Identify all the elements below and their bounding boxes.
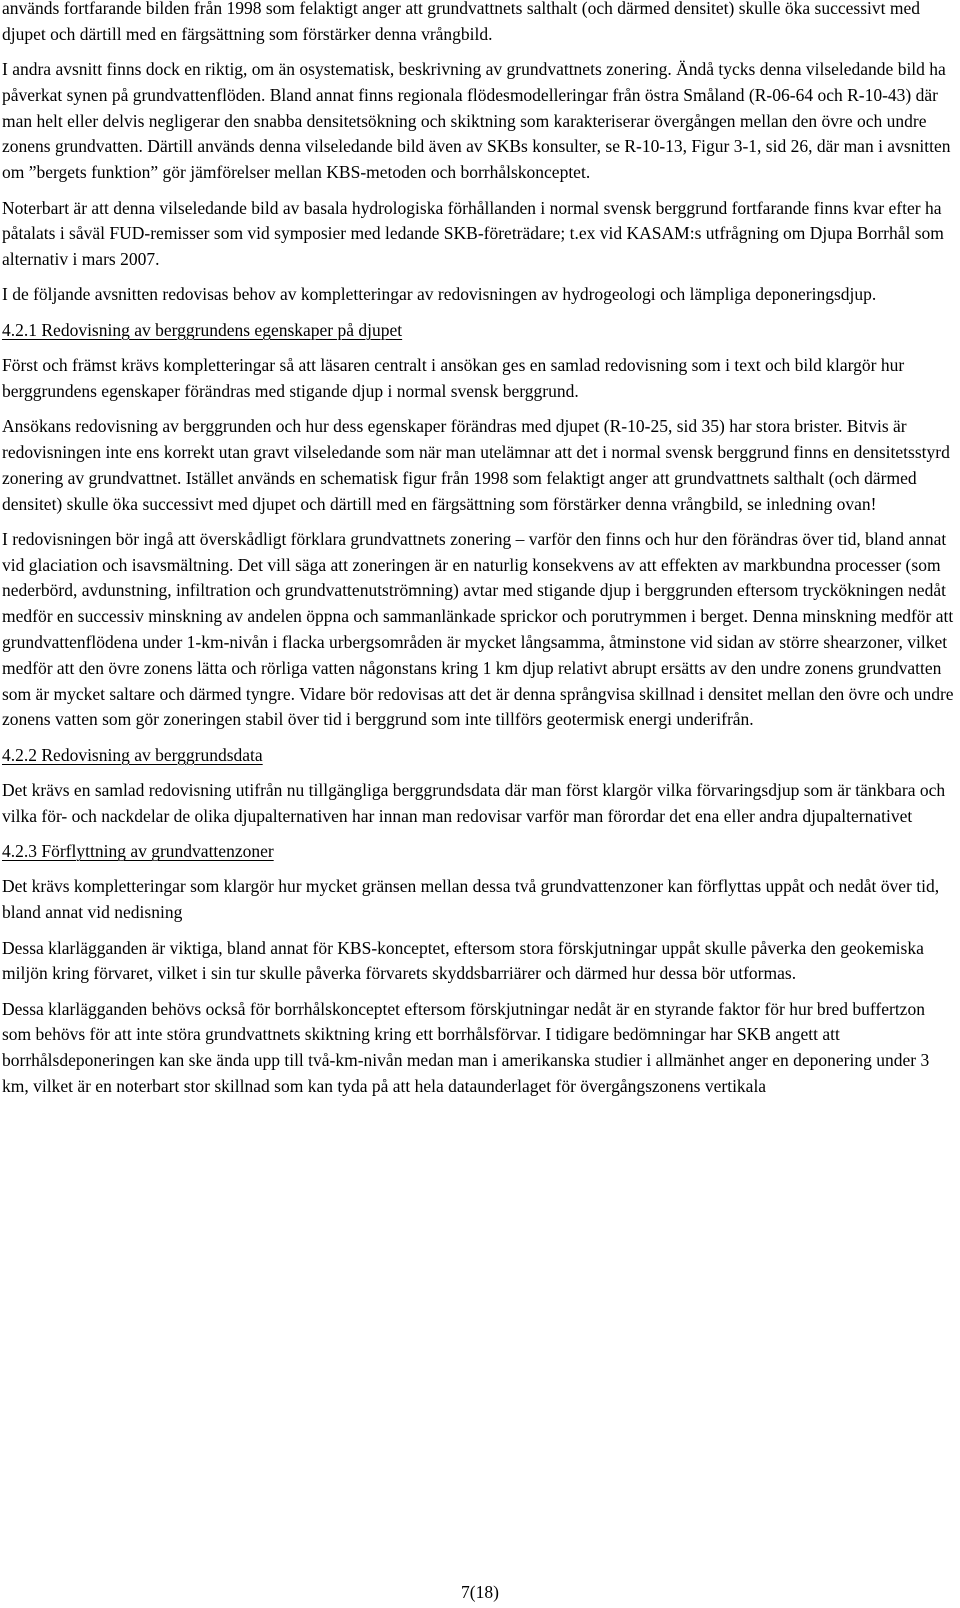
paragraph-4-2-2-first: Det krävs en samlad redovisning utifrån nu tillgängliga berggrundsdata där man först klargör vilka förvaringsdjup som är tänkbara och vilka för- och nackdelar de olika djupalternativen har innan man redovisar varför man förordar det ena eller andra djupalternativet: [2, 780, 946, 826]
paragraph-4-2-3-first: Det krävs kompletteringar som klargör hur mycket gränsen mellan dessa två grundvattenzoner kan förflyttas uppåt och nedåt över tid, bland annat vid nedisning: [2, 876, 940, 923]
paragraph-4-2-1-first: Först och främst krävs kompletteringar så att läsaren centralt i ansökan ges en samlad redovisning som i text och bild klargör hur berggrundens egenskaper förändras med stigande djup i normal svensk berggrund.: [2, 355, 905, 401]
paragraph-zonering: I andra avsnitt finns dock en riktig, om än osystematisk, beskrivning av grundvattnets zonering. Ändå tycks denna vilseledande bild ha påverkat synen på grundvattenflöden. Bland annat finns regionala flödesmodelleringar från östra Småland (R-06-64 och R-10-43) där man helt eller delvis negligerar den snabba densitetsökning och skiktning som karakteriserar övergången mellan den övre och undre zonens grundvatten. Därtill används denna vilseledande bild även av SKBs konsulter, se R-10-13, Figur 3-1, sid 26, där man i avsnitten om ”bergets funktion” gör jämförelser mellan KBS-metoden och borrhålskonceptet.: [2, 59, 951, 183]
section-heading-4-2-3: 4.2.3 Förflyttning av grundvattenzoner: [2, 841, 274, 862]
paragraph-4-2-3-third: Dessa klarlägganden behövs också för borrhålskonceptet eftersom förskjutningar nedåt är en styrande faktor för hur bred buffertzon som behövs för att inte störa grundvattnets skiktning kring ett borrhålsförvar. I tidigare bedömningar har SKB angett att borrhålsdeponeringen kan ske ända upp till två-km-nivån medan man i amerikanska studier i allmänhet anger en deponering under 3 km, vilket är en noterbart stor skillnad som kan tyda på att hela dataunderlaget för övergångszonens vertikala: [2, 998, 930, 1096]
section-heading-4-2-2: 4.2.2 Redovisning av berggrundsdata: [2, 744, 263, 765]
section-heading-4-2-1: 4.2.1 Redovisning av berggrundens egenskaper på djupet: [2, 319, 403, 340]
paragraph-noterbart: Noterbart är att denna vilseledande bild av basala hydrologiska förhållanden i normal svensk berggrund fortfarande finns kvar efter ha påtalats i såväl FUD-remisser som vid symposier med ledande SKB-företrädare; t.ex vid KASAM:s utfrågning om Djupa Borrhål som alternativ i mars 2007.: [2, 197, 944, 270]
paragraph-intro-continuation: används fortfarande bilden från 1998 som felaktigt anger att grundvattnets salthalt (och därmed densitet) skulle öka successivt med djupet och därtill med en färgsättning som förstärker denna vrångbild.: [2, 0, 920, 44]
document-body: [2, 0, 954, 1100]
page-number: 7(18): [461, 1582, 499, 1602]
paragraph-4-2-1-third: I redovisningen bör ingå att överskådligt förklara grundvattnets zonering – varför den finns och hur den förändras över tid, bland annat vid glaciation och isavsmältning. Det vill säga att zoneringen är en naturlig konsekvens av att effekten av markbundna processer (som nederbörd, avdunstning, infiltration och grundvattenutströmning) avtar med stigande djup i berggrunden eftersom tryckökningen nedåt medför en successiv minskning av andelen öppna och sammanlänkade sprickor och porutrymmen i berget. Denna minskning medför att grundvattenflödena under 1-km-nivån i flacka urbergsområden är mycket långsamma, åtminstone vid sidan av större shearzoner, vilket medför att den övre zonens lätta och rörliga vatten någonstans kring 1 km djup relativt abrupt ersätts av den undre zonens grundvatten som är mycket saltare och därmed tyngre. Vidare bör redovisas att det är denna språngvisa skillnad i densitet mellan den övre och undre zonens vatten som gör zoneringen stabil över tid i berggrund som inte tillförs geotermisk energi underifrån.: [2, 528, 954, 730]
paragraph-4-2-1-second: Ansökans redovisning av berggrunden och hur dess egenskaper förändras med djupet (R-10-25, sid 35) har stora brister. Bitvis är redovisningen inte ens korrekt utan gravt vilseledande som när man utelämnar att det i normal svensk berggrund finns en densitetsstyrd zonering av grundvattnet. Istället används en schematisk figur från 1998 som felaktigt anger att grundvattnets salthalt (och därmed densitet) skulle öka successivt med djupet och därtill med en färgsättning som förstärker denna vrångbild, se inledning ovan!: [2, 416, 950, 514]
paragraph-4-2-3-second: Dessa klarlägganden är viktiga, bland annat för KBS-konceptet, eftersom stora förskjutningar uppåt skulle påverka den geokemiska miljön kring förvaret, vilket i sin tur skulle påverka förvarets skyddsbarriärer och därmed hur dessa bör utformas.: [2, 937, 924, 984]
paragraph-foljande-avsnitt: I de följande avsnitten redovisas behov av kompletteringar av redovisningen av hydrogeologi och lämpliga deponeringsdjup.: [2, 284, 877, 305]
